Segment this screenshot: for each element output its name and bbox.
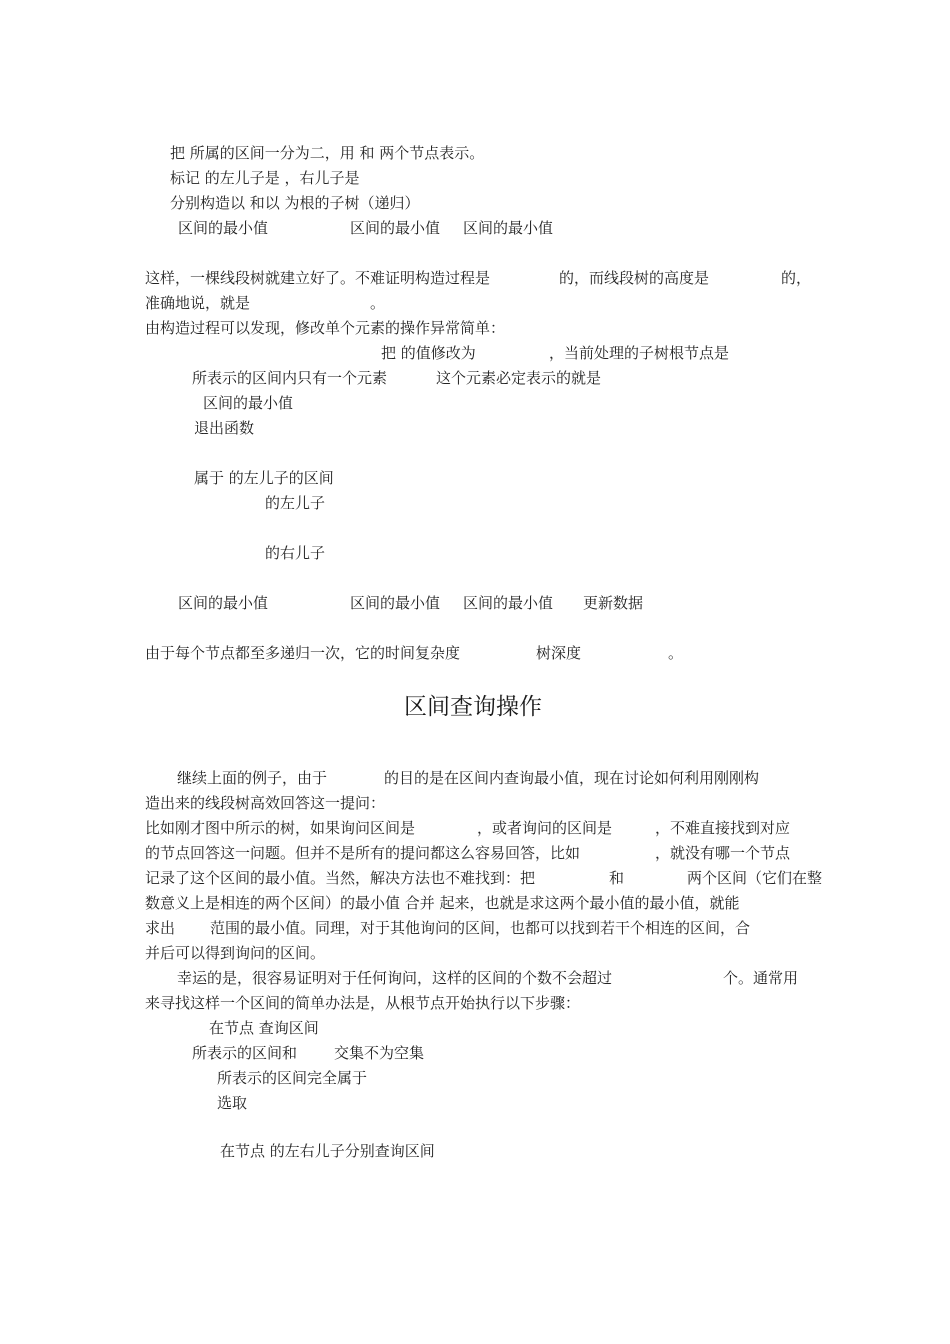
update-step: 这个元素必定表示的就是 — [436, 369, 602, 387]
update-step: 的右儿子 — [265, 544, 326, 562]
paragraph-line: 由构造过程可以发现，修改单个元素的操作异常简单： — [145, 319, 506, 337]
update-step: 区间的最小值 — [203, 394, 294, 412]
query-step: 选取 — [217, 1094, 248, 1112]
paragraph-line: 准确地说，就是 — [145, 294, 251, 312]
min-value-text: 区间的最小值 — [463, 594, 554, 612]
update-step: 所表示的区间内只有一个元素 — [192, 369, 388, 387]
complexity-text: 树深度 — [536, 644, 582, 662]
paragraph-line: 比如刚才图中所示的树，如果询问区间是 — [145, 819, 416, 837]
paragraph-line: ，不难直接找到对应 — [655, 819, 791, 837]
paragraph-line: 这样，一棵线段树就建立好了。不难证明构造过程是 — [145, 269, 491, 287]
build-step-recurse: 分别构造以 和以 为根的子树（递归） — [170, 194, 420, 212]
update-step: ，当前处理的子树根节点是 — [549, 344, 730, 362]
build-step-split: 把 所属的区间一分为二，用 和 两个节点表示。 — [170, 144, 485, 162]
section-title: 区间查询操作 — [404, 694, 542, 720]
paragraph-line: 和 — [609, 869, 625, 887]
build-step-mark: 标记 的左儿子是 ，右儿子是 — [170, 169, 360, 187]
paragraph-line: 造出来的线段树高效回答这一提问： — [145, 794, 386, 812]
paragraph-line: ，就没有哪一个节点 — [655, 844, 791, 862]
min-value-text: 区间的最小值 — [350, 594, 441, 612]
paragraph-line: 继续上面的例子，由于 — [177, 769, 328, 787]
query-step: 所表示的区间完全属于 — [217, 1069, 368, 1087]
min-value-text: 区间的最小值 — [350, 219, 441, 237]
paragraph-line: 两个区间（它们在整 — [687, 869, 823, 887]
update-data-text: 更新数据 — [583, 594, 644, 612]
paragraph-line: 。 — [370, 294, 386, 312]
query-step: 在节点 查询区间 — [209, 1019, 319, 1037]
min-value-text: 区间的最小值 — [463, 219, 554, 237]
paragraph-line: 并后可以得到询问的区间。 — [145, 944, 326, 962]
paragraph-line: 范围的最小值。同理，对于其他询问的区间，也都可以找到若干个相连的区间，合 — [210, 919, 751, 937]
paragraph-line: 的，而线段树的高度是 — [559, 269, 710, 287]
update-step: 把 的值修改为 — [381, 344, 476, 362]
paragraph-line: ，或者询问的区间是 — [477, 819, 613, 837]
min-value-text: 区间的最小值 — [178, 219, 269, 237]
update-step: 退出函数 — [194, 419, 255, 437]
paragraph-line: 的目的是在区间内查询最小值，现在讨论如何利用刚刚构 — [384, 769, 760, 787]
update-step: 属于 的左儿子的区间 — [194, 469, 334, 487]
paragraph-line: 的， — [781, 269, 812, 287]
paragraph-line: 幸运的是，很容易证明对于任何询问，这样的区间的个数不会超过 — [177, 969, 613, 987]
complexity-text: 由于每个节点都至多递归一次，它的时间复杂度 — [145, 644, 461, 662]
complexity-text: 。 — [668, 644, 684, 662]
min-value-text: 区间的最小值 — [178, 594, 269, 612]
update-step: 的左儿子 — [265, 494, 326, 512]
paragraph-line: 数意义上是相连的两个区间）的最小值 合并 起来，也就是求这两个最小值的最小值，就能 — [145, 894, 740, 912]
paragraph-line: 来寻找这样一个区间的简单办法是，从根节点开始执行以下步骤： — [145, 994, 581, 1012]
paragraph-line: 个。通常用 — [723, 969, 799, 987]
paragraph-line: 求出 — [145, 919, 176, 937]
query-step: 所表示的区间和 — [192, 1044, 298, 1062]
query-step: 在节点 的左右儿子分别查询区间 — [220, 1142, 435, 1160]
query-step: 交集不为空集 — [334, 1044, 425, 1062]
paragraph-line: 记录了这个区间的最小值。当然，解决方法也不难找到：把 — [145, 869, 536, 887]
paragraph-line: 的节点回答这一问题。但并不是所有的提问都这么容易回答，比如 — [145, 844, 581, 862]
